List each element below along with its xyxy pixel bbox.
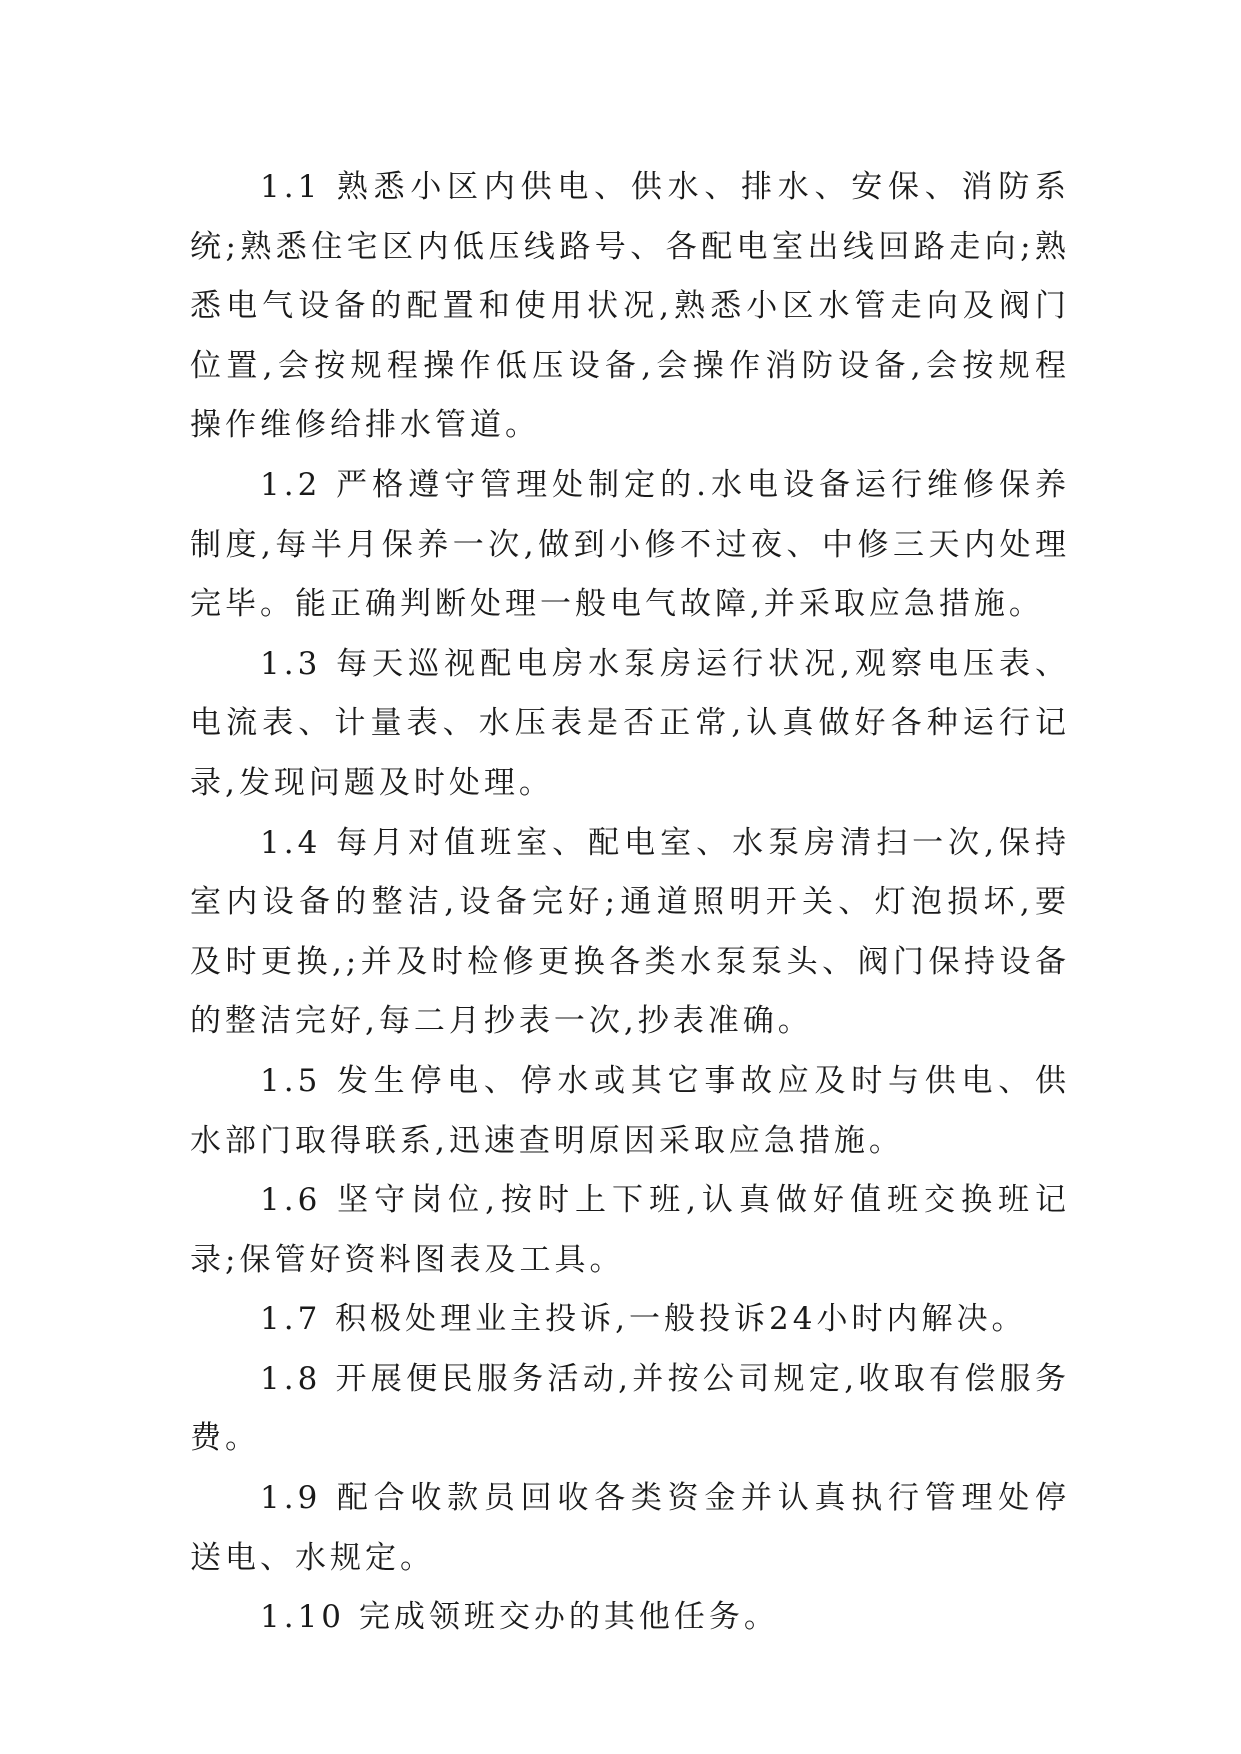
paragraph-1-9: 1.9 配合收款员回收各类资金并认真执行管理处停送电、水规定。 [190,1480,1070,1576]
paragraph-1-3: 1.3 每天巡视配电房水泵房运行状况,观察电压表、电流表、计量表、水压表是否正常,认真做好各种运行记录,发现问题及时处理。 [190,645,1070,801]
paragraph-1-7: 1.7 积极处理业主投诉,一般投诉24小时内解决。 [260,1301,1027,1338]
paragraph-1-6: 1.6 坚守岗位,按时上下班,认真做好值班交换班记录;保管好资料图表及工具。 [190,1182,1070,1278]
paragraph-1-2: 1.2 严格遵守管理处制定的.水电设备运行维修保养制度,每半月保养一次,做到小修不过夜、中修三天内处理完毕。能正确判断处理一般电气故障,并采取应急措施。 [190,466,1070,623]
paragraph-1-1: 1.1 熟悉小区内供电、供水、排水、安保、消防系统;熟悉住宅区内低压线路号、各配电室出线回路走向;熟悉电气设备的配置和使用状况,熟悉小区水管走向及阀门位置,会按规程操作低压设备,会操作消防设备,会按规程操作维修给排水管道。 [190,169,1070,444]
document-body [190,158,1070,1648]
paragraph-1-4: 1.4 每月对值班室、配电室、水泵房清扫一次,保持室内设备的整洁,设备完好;通道照明开关、灯泡损坏,要及时更换,;并及时检修更换各类水泵泵头、阀门保持设备的整洁完好,每二月抄表一次,抄表准确。 [190,824,1070,1040]
paragraph-1-8: 1.8 开展便民服务活动,并按公司规定,收取有偿服务费。 [190,1360,1070,1457]
paragraph-1-10: 1.10 完成领班交办的其他任务。 [260,1599,779,1636]
paragraph-1-5: 1.5 发生停电、停水或其它事故应及时与供电、供水部门取得联系,迅速查明原因采取应急措施。 [190,1062,1070,1159]
